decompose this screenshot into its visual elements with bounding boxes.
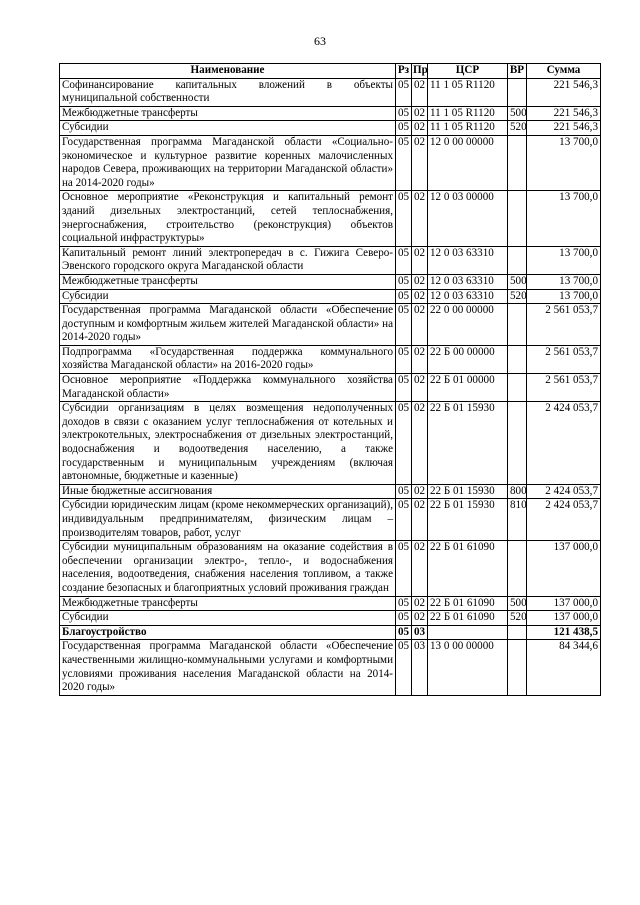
cell-sum: 13 700,0 <box>527 191 601 246</box>
cell-vr: 520 <box>508 289 527 304</box>
table-row <box>60 541 601 596</box>
cell-pr: 02 <box>412 484 428 499</box>
cell-rz: 05 <box>396 106 412 121</box>
cell-pr: 02 <box>412 541 428 596</box>
cell-rz: 05 <box>396 135 412 190</box>
cell-vr: 520 <box>508 121 527 136</box>
cell-vr <box>508 402 527 485</box>
table-row <box>60 304 601 346</box>
cell-rz: 05 <box>396 121 412 136</box>
cell-name: Государственная программа Магаданской области «Социально-экономическое и культурное развитие коренных малочисленных народов Севера, проживающих на территории Магаданской области» на 2014-2020 годы» <box>60 135 396 190</box>
cell-pr: 02 <box>412 274 428 289</box>
cell-csr: 22 Б 01 61090 <box>428 611 508 626</box>
cell-sum: 137 000,0 <box>527 541 601 596</box>
cell-vr: 500 <box>508 596 527 611</box>
cell-pr: 02 <box>412 304 428 346</box>
cell-csr: 22 Б 00 00000 <box>428 345 508 373</box>
cell-pr: 02 <box>412 402 428 485</box>
table-row <box>60 596 601 611</box>
table-header-row <box>60 64 601 79</box>
cell-rz: 05 <box>396 304 412 346</box>
cell-pr: 02 <box>412 246 428 274</box>
table-row <box>60 106 601 121</box>
cell-name: Подпрограмма «Государственная поддержка коммунального хозяйства Магаданской области» на 2016-2020 годы» <box>60 345 396 373</box>
cell-sum: 2 424 053,7 <box>527 484 601 499</box>
cell-name: Основное мероприятие «Поддержка коммунального хозяйства Магаданской области» <box>60 374 396 402</box>
cell-csr: 11 1 05 R1120 <box>428 106 508 121</box>
cell-sum: 137 000,0 <box>527 611 601 626</box>
cell-vr: 520 <box>508 611 527 626</box>
table-row <box>60 402 601 485</box>
cell-sum: 2 561 053,7 <box>527 345 601 373</box>
cell-csr: 22 0 00 00000 <box>428 304 508 346</box>
cell-pr: 03 <box>412 640 428 695</box>
cell-sum: 121 438,5 <box>527 625 601 640</box>
table-row <box>60 289 601 304</box>
table-row <box>60 78 601 106</box>
cell-name: Государственная программа Магаданской области «Обеспечение доступным и комфортным жильем жителей Магаданской области» на 2014-2020 годы» <box>60 304 396 346</box>
cell-csr: 22 Б 01 15930 <box>428 402 508 485</box>
cell-name: Межбюджетные трансферты <box>60 596 396 611</box>
cell-sum: 2 424 053,7 <box>527 499 601 541</box>
cell-csr <box>428 625 508 640</box>
cell-vr: 500 <box>508 106 527 121</box>
cell-pr: 02 <box>412 135 428 190</box>
cell-rz: 05 <box>396 484 412 499</box>
cell-rz: 05 <box>396 374 412 402</box>
cell-csr: 22 Б 01 61090 <box>428 541 508 596</box>
cell-pr: 02 <box>412 289 428 304</box>
table-row <box>60 345 601 373</box>
table-row <box>60 246 601 274</box>
cell-sum: 2 561 053,7 <box>527 304 601 346</box>
cell-name: Субсидии <box>60 121 396 136</box>
table-row <box>60 640 601 695</box>
cell-sum: 221 546,3 <box>527 106 601 121</box>
cell-rz: 05 <box>396 78 412 106</box>
cell-name: Основное мероприятие «Реконструкция и капитальный ремонт зданий дизельных электростанций, сетей теплоснабжения, энергоснабжения, строительство (реконструкция) объектов социальной инфраструктуры» <box>60 191 396 246</box>
cell-sum: 137 000,0 <box>527 596 601 611</box>
cell-rz: 05 <box>396 274 412 289</box>
cell-vr <box>508 246 527 274</box>
cell-vr <box>508 640 527 695</box>
cell-pr: 03 <box>412 625 428 640</box>
cell-csr: 12 0 03 63310 <box>428 246 508 274</box>
header-vr: ВР <box>508 64 527 79</box>
cell-csr: 22 Б 01 15930 <box>428 499 508 541</box>
cell-sum: 13 700,0 <box>527 246 601 274</box>
cell-vr <box>508 374 527 402</box>
cell-csr: 11 1 05 R1120 <box>428 121 508 136</box>
header-csr: ЦСР <box>428 64 508 79</box>
cell-rz: 05 <box>396 541 412 596</box>
table-row <box>60 484 601 499</box>
cell-rz: 05 <box>396 611 412 626</box>
cell-rz: 05 <box>396 625 412 640</box>
table-row <box>60 191 601 246</box>
cell-sum: 13 700,0 <box>527 135 601 190</box>
cell-vr <box>508 191 527 246</box>
cell-name: Субсидии <box>60 289 396 304</box>
cell-name: Субсидии юридическим лицам (кроме некоммерческих организаций), индивидуальным предпринимателям, физическим лицам – производителям товаров, работ, услуг <box>60 499 396 541</box>
cell-name: Капитальный ремонт линий электропередач в с. Гижига Северо-Эвенского городского округа Магаданской области <box>60 246 396 274</box>
cell-csr: 12 0 00 00000 <box>428 135 508 190</box>
cell-name: Субсидии <box>60 611 396 626</box>
cell-vr: 500 <box>508 274 527 289</box>
cell-vr <box>508 541 527 596</box>
table-row <box>60 374 601 402</box>
cell-vr: 810 <box>508 499 527 541</box>
page-number: 63 <box>314 34 326 48</box>
cell-csr: 13 0 00 00000 <box>428 640 508 695</box>
cell-sum: 13 700,0 <box>527 274 601 289</box>
cell-sum: 2 424 053,7 <box>527 402 601 485</box>
header-pr: Пр <box>412 64 428 79</box>
cell-vr <box>508 304 527 346</box>
cell-pr: 02 <box>412 611 428 626</box>
cell-rz: 05 <box>396 191 412 246</box>
cell-rz: 05 <box>396 402 412 485</box>
cell-csr: 12 0 03 63310 <box>428 289 508 304</box>
cell-sum: 84 344,6 <box>527 640 601 695</box>
cell-name: Государственная программа Магаданской области «Обеспечение качественными жилищно-коммунальными услугами и комфортными условиями проживания населения Магаданской области на 2014-2020 годы» <box>60 640 396 695</box>
table-row <box>60 499 601 541</box>
cell-csr: 22 Б 01 61090 <box>428 596 508 611</box>
cell-rz: 05 <box>396 499 412 541</box>
cell-name: Межбюджетные трансферты <box>60 274 396 289</box>
cell-pr: 02 <box>412 499 428 541</box>
cell-name: Субсидии муниципальным образованиям на оказание содействия в обеспечении организации электро-, тепло-, и водоснабжения населения, водоотведения, снабжения населения топливом, а также создание безопасных и благоприятных условий проживания граждан <box>60 541 396 596</box>
cell-rz: 05 <box>396 640 412 695</box>
cell-rz: 05 <box>396 246 412 274</box>
cell-pr: 02 <box>412 106 428 121</box>
cell-csr: 12 0 03 63310 <box>428 274 508 289</box>
cell-pr: 02 <box>412 191 428 246</box>
cell-csr: 22 Б 01 15930 <box>428 484 508 499</box>
cell-sum: 2 561 053,7 <box>527 374 601 402</box>
cell-sum: 221 546,3 <box>527 121 601 136</box>
cell-pr: 02 <box>412 345 428 373</box>
header-name: Наименование <box>60 64 396 79</box>
cell-csr: 12 0 03 00000 <box>428 191 508 246</box>
cell-vr <box>508 625 527 640</box>
cell-name: Иные бюджетные ассигнования <box>60 484 396 499</box>
table-row <box>60 611 601 626</box>
cell-vr: 800 <box>508 484 527 499</box>
table-row <box>60 274 601 289</box>
header-sum: Сумма <box>527 64 601 79</box>
cell-rz: 05 <box>396 596 412 611</box>
cell-pr: 02 <box>412 596 428 611</box>
budget-table <box>59 63 601 696</box>
cell-vr <box>508 135 527 190</box>
cell-csr: 22 Б 01 00000 <box>428 374 508 402</box>
cell-vr <box>508 345 527 373</box>
cell-rz: 05 <box>396 345 412 373</box>
table-row <box>60 135 601 190</box>
cell-pr: 02 <box>412 374 428 402</box>
cell-pr: 02 <box>412 121 428 136</box>
cell-name: Субсидии организациям в целях возмещения недополученных доходов в связи с оказанием услуг теплоснабжения от котельных и электрокотельных, электроснабжения от дизельных электростанций, водоснабжения и водоотведения населению, а также государственным и муниципальным учреждениям (включая автономные, бюджетные и казенные) <box>60 402 396 485</box>
cell-pr: 02 <box>412 78 428 106</box>
table-row <box>60 121 601 136</box>
cell-csr: 11 1 05 R1120 <box>428 78 508 106</box>
cell-rz: 05 <box>396 289 412 304</box>
cell-name: Межбюджетные трансферты <box>60 106 396 121</box>
cell-name: Софинансирование капитальных вложений в объекты муниципальной собственности <box>60 78 396 106</box>
cell-vr <box>508 78 527 106</box>
cell-name: Благоустройство <box>60 625 396 640</box>
cell-sum: 13 700,0 <box>527 289 601 304</box>
cell-sum: 221 546,3 <box>527 78 601 106</box>
header-rz: Рз <box>396 64 412 79</box>
table-row <box>60 625 601 640</box>
